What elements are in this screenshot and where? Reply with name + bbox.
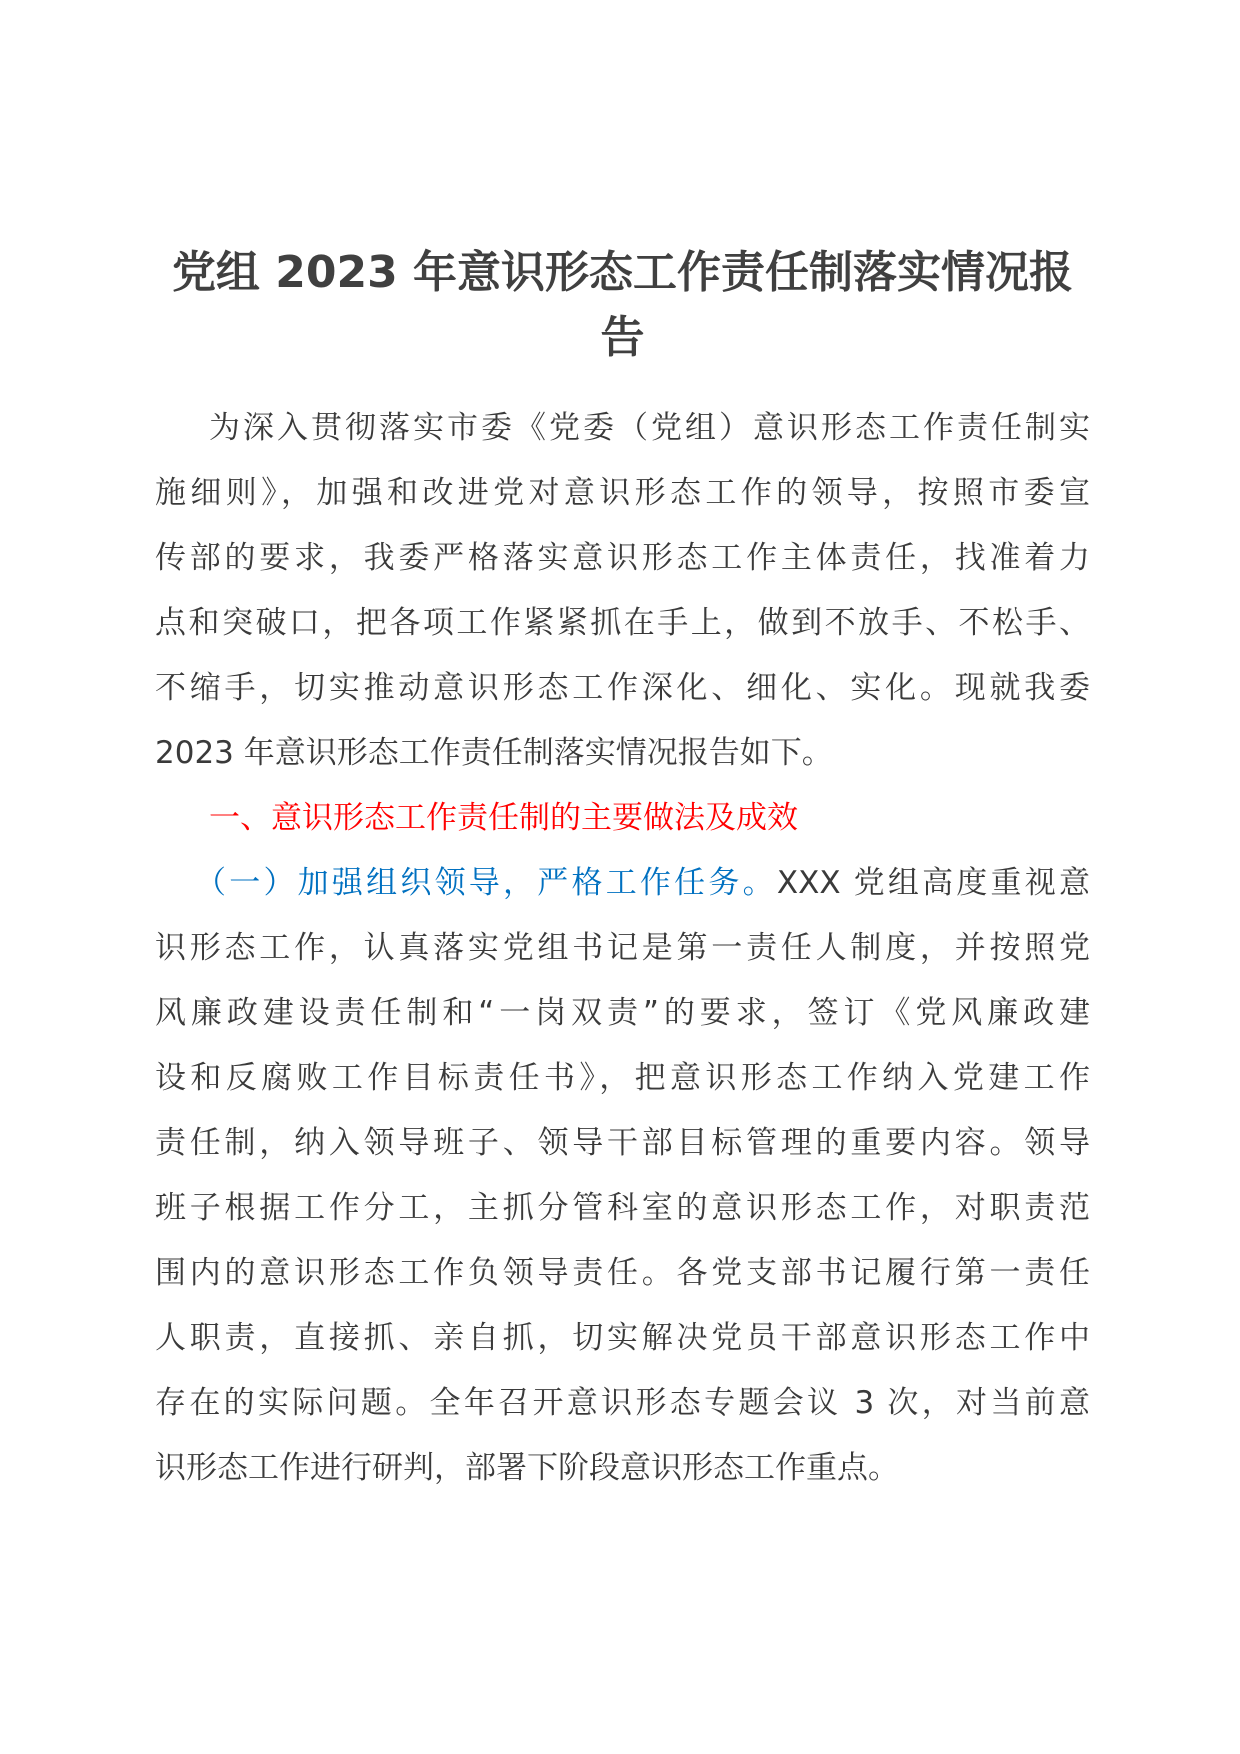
section-heading: 一、意识形态工作责任制的主要做法及成效 <box>209 800 798 836</box>
document-title <box>150 240 1095 370</box>
title-line-1: 党组 2023 年意识形态工作责任制落实情况报 <box>171 247 1074 298</box>
title-line-2: 告 <box>600 312 645 363</box>
subsection-heading: （一）加强组织领导，严格工作任务。 <box>195 865 777 901</box>
subsection-paragraph <box>155 851 1090 1501</box>
text-line: 责任制，纳入领导班子、领导干部目标管理的重要内容。领导 <box>155 1125 1090 1161</box>
text-line <box>155 851 1090 916</box>
intro-paragraph <box>155 396 1090 786</box>
text-line: 识形态工作进行研判，部署下阶段意识形态工作重点。 <box>155 1450 899 1486</box>
text-line: 班子根据工作分工，主抓分管科室的意识形态工作，对职责范 <box>155 1190 1090 1226</box>
text-line: 为深入贯彻落实市委《党委（党组）意识形态工作责任制实 <box>209 410 1090 446</box>
text-line: 存在的实际问题。全年召开意识形态专题会议 3 次，对当前意 <box>155 1385 1090 1421</box>
text-line: 围内的意识形态工作负领导责任。各党支部书记履行第一责任 <box>155 1255 1090 1291</box>
document-body <box>155 396 1090 1501</box>
text-line: 风廉政建设责任制和“一岗双责”的要求，签订《党风廉政建 <box>155 995 1090 1031</box>
text-line: 识形态工作，认真落实党组书记是第一责任人制度，并按照党 <box>155 930 1090 966</box>
text-line: 人职责，直接抓、亲自抓，切实解决党员干部意识形态工作中 <box>155 1320 1090 1356</box>
text-line: 2023 年意识形态工作责任制落实情况报告如下。 <box>155 735 833 771</box>
text-line: 不缩手，切实推动意识形态工作深化、细化、实化。现就我委 <box>155 670 1090 706</box>
text-fragment: XXX 党组高度重视意 <box>776 865 1090 901</box>
text-line: 施细则》，加强和改进党对意识形态工作的领导，按照市委宣 <box>155 475 1090 511</box>
text-line: 点和突破口，把各项工作紧紧抓在手上，做到不放手、不松手、 <box>155 605 1090 641</box>
text-line: 设和反腐败工作目标责任书》，把意识形态工作纳入党建工作 <box>155 1060 1090 1096</box>
text-line: 传部的要求，我委严格落实意识形态工作主体责任，找准着力 <box>155 540 1090 576</box>
